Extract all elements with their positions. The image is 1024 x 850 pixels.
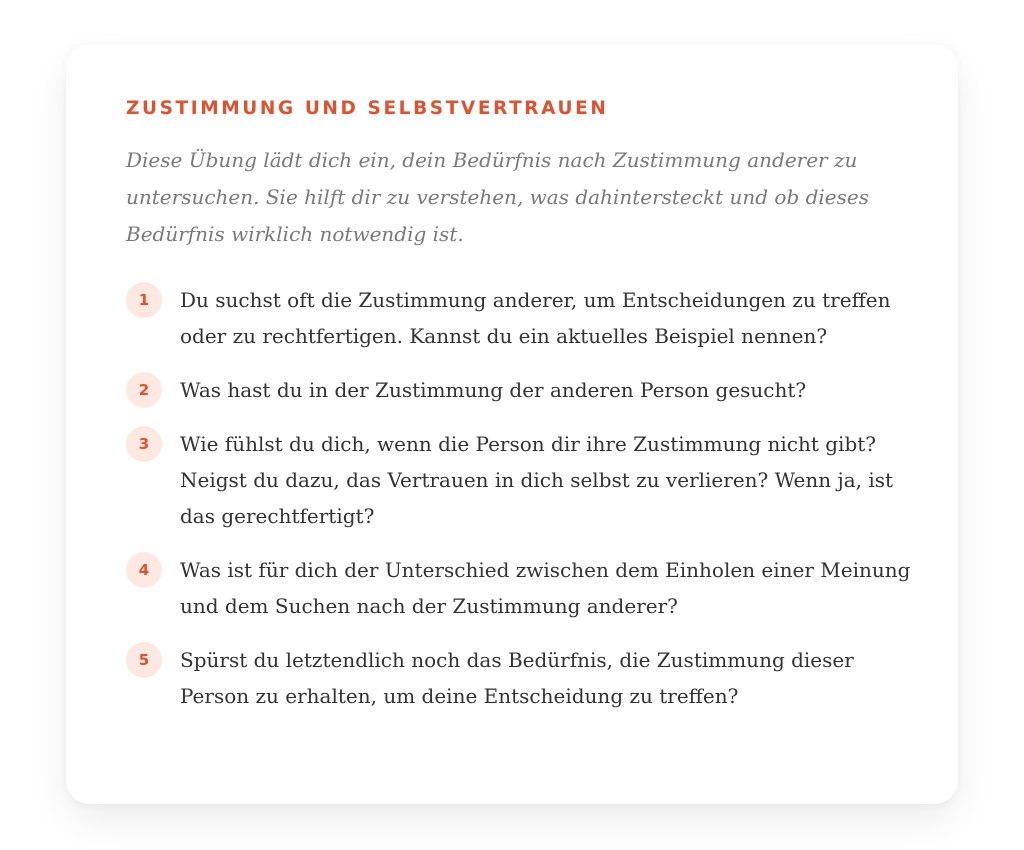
question-text: Was ist für dich der Unterschied zwischen dem Einholen einer Meinung und dem Suchen nach der Zustimmung anderer? (180, 558, 911, 618)
card-heading: ZUSTIMMUNG UND SELBSTVERTRAUEN (126, 98, 609, 119)
question-number-badge: 1 (126, 282, 162, 318)
question-text: Was hast du in der Zustimmung der anderen Person gesucht? (180, 378, 807, 402)
question-text: Du suchst oft die Zustimmung anderer, um Entscheidungen zu treffen oder zu rechtfertigen. Kannst du ein aktuelles Beispiel nennen? (180, 288, 891, 348)
question-item (126, 552, 926, 624)
card-intro: Diese Übung lädt dich ein, dein Bedürfnis nach Zustimmung anderer zu untersuchen. Sie hilft dir zu verstehen, was dahintersteckt und ob dieses Bedürfnis wirklich notwendig ist. (126, 148, 870, 246)
question-text: Wie fühlst du dich, wenn die Person dir ihre Zustimmung nicht gibt? Neigst du dazu, das Vertrauen in dich selbst zu verlieren? Wenn ja, ist das gerechtfertigt? (180, 432, 894, 528)
question-number-badge: 5 (126, 642, 162, 678)
exercise-card (66, 44, 958, 804)
question-number-badge: 2 (126, 372, 162, 408)
question-item (126, 372, 926, 408)
question-item (126, 426, 926, 534)
question-item (126, 282, 926, 354)
question-text: Spürst du letztendlich noch das Bedürfnis, die Zustimmung dieser Person zu erhalten, um deine Entscheidung zu treffen? (180, 648, 854, 708)
question-list (126, 282, 926, 732)
question-item (126, 642, 926, 714)
question-number-badge: 4 (126, 552, 162, 588)
question-number-badge: 3 (126, 426, 162, 462)
